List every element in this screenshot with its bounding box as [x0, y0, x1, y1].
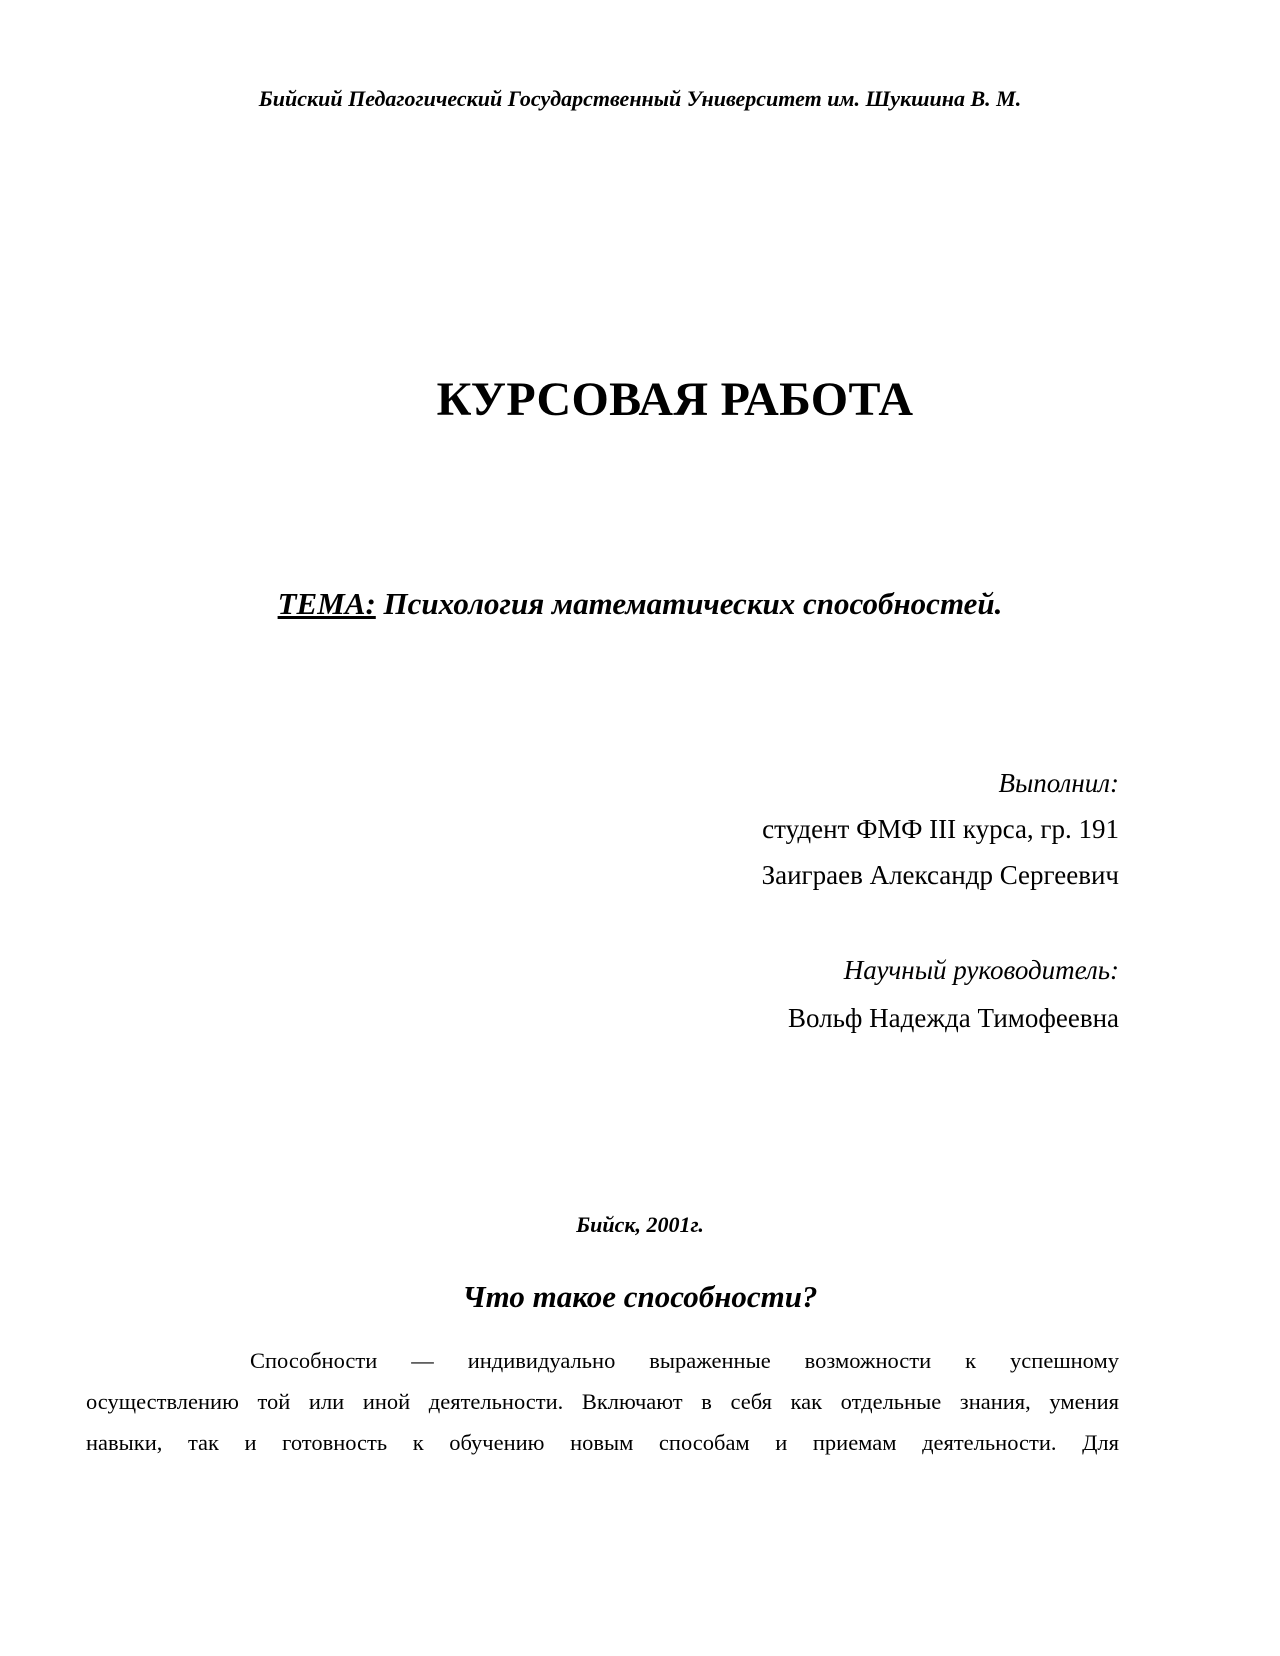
student-name: Заиграев Александр Сергеевич	[761, 860, 1119, 890]
paragraph-line: осуществлению той или иной деятельности. Включают в себя как отдельные знания, умения	[86, 1389, 1119, 1414]
paragraph-line: навыки, так и готовность к обучению новым способам и приемам деятельности. Для	[86, 1430, 1119, 1455]
supervisor-label: Научный руководитель:	[843, 955, 1119, 985]
topic-line	[0, 586, 1280, 622]
city-year: Бийск, 2001г.	[576, 1212, 704, 1237]
document-title: КУРСОВАЯ РАБОТА	[436, 373, 914, 426]
university-name: Бийский Педагогический Государственный Университет им. Шукшина В. М.	[258, 86, 1022, 111]
student-info: студент ФМФ III курса, гр. 191	[762, 814, 1119, 844]
performed-by-label: Выполнил:	[998, 768, 1119, 798]
paragraph-line: Способности — индивидуально выраженные возможности к успешному	[250, 1348, 1119, 1373]
section-heading: Что такое способности?	[462, 1279, 818, 1314]
supervisor-name: Вольф Надежда Тимофеевна	[787, 1003, 1119, 1033]
topic-text: Психология математических способностей.	[375, 586, 1003, 621]
topic-label: ТЕМА:	[277, 586, 376, 621]
